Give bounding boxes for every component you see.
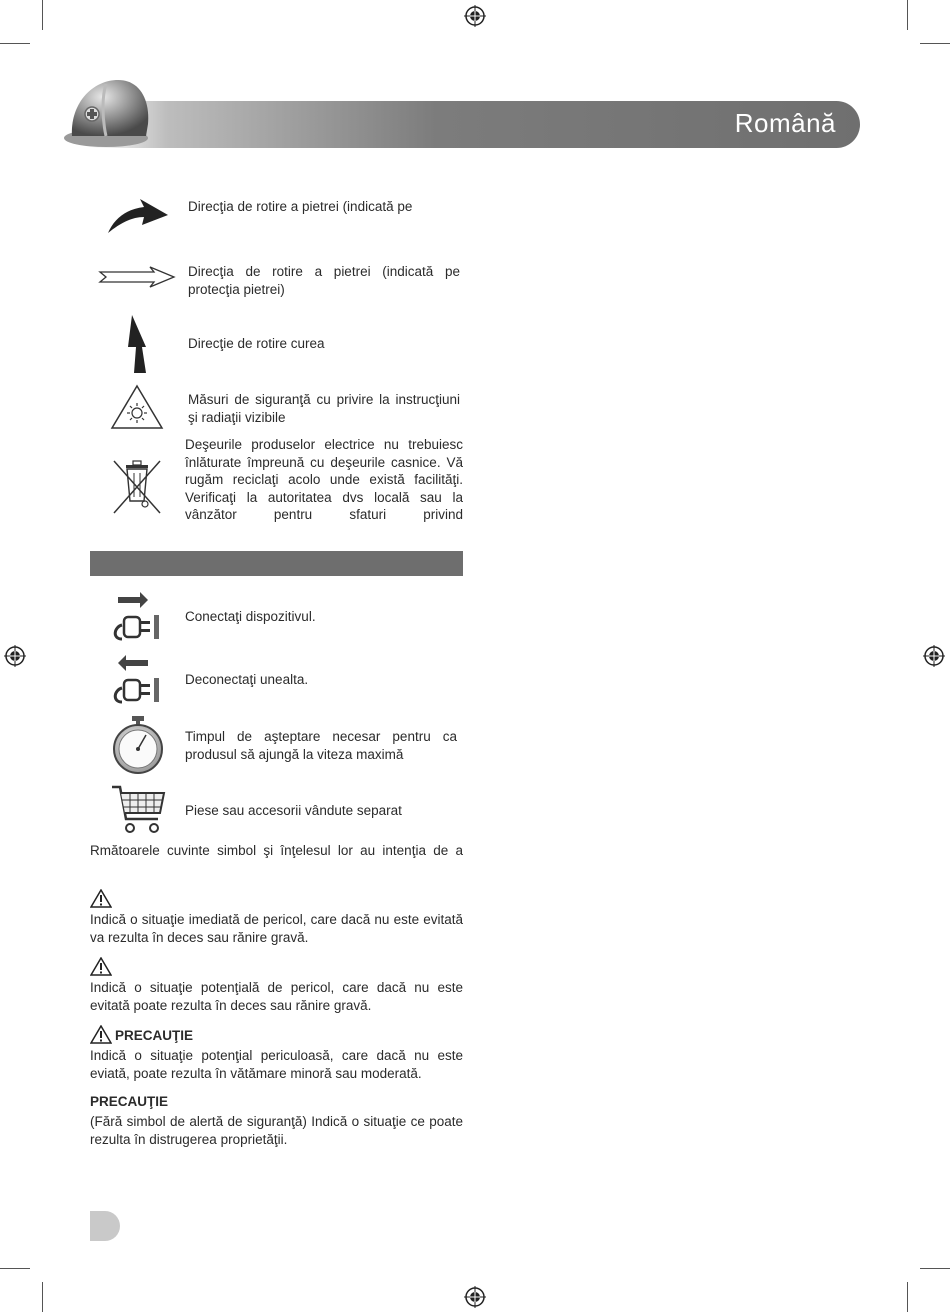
registration-mark-icon: [923, 645, 945, 667]
language-title: Română: [734, 108, 836, 138]
tool-symbol-description: Timpul de aşteptare necesar pentru ca produsul să ajungă la viteza maximă: [185, 729, 457, 762]
warning-triangle-icon: [90, 889, 112, 908]
warning-text: Indică o situaţie potenţială de pericol, care dacă nu este evitată poate rezulta în deces sau rănire gravă.: [90, 980, 463, 1013]
symbol-description: Direcţia de rotire a pietrei (indicată pe protecţia pietrei): [188, 264, 460, 297]
crop-mark: [42, 1282, 43, 1312]
radiation-warning-icon: [110, 384, 164, 430]
registration-mark-icon: [464, 5, 486, 27]
warning-triangle-icon: [90, 1025, 112, 1044]
section-bar: [90, 551, 463, 576]
outline-arrow-icon: [98, 266, 176, 288]
registration-mark-icon: [4, 645, 26, 667]
crop-mark: [907, 1282, 908, 1312]
warning-text: Indică o situaţie imediată de pericol, care dacă nu este evitată va rezulta în deces sau rănire gravă.: [90, 912, 463, 945]
tool-symbol-description: Conectaţi dispozitivul.: [185, 609, 316, 624]
curved-arrow-icon: [104, 195, 170, 235]
warning-text: (Fără simbol de alertă de siguranţă) Indică o situaţie ce poate rezulta în distrugerea proprietăţii.: [90, 1114, 463, 1147]
caution-label: PRECAUŢIE: [90, 1094, 169, 1109]
plug-in-icon: [110, 591, 164, 643]
upward-arrow-icon: [124, 313, 150, 375]
warning-triangle-icon: [90, 957, 112, 976]
safety-helmet-icon: [62, 74, 154, 150]
crop-mark: [920, 1268, 950, 1269]
tool-symbol-description: Deconectaţi unealta.: [185, 672, 309, 687]
registration-mark-icon: [464, 1286, 486, 1308]
symbol-description: Direcţie de rotire curea: [188, 336, 325, 351]
symbol-description: Direcţia de rotire a pietrei (indicată pe: [188, 199, 413, 214]
unplug-icon: [110, 654, 164, 706]
tool-symbol-description: Piese sau accesorii vândute separat: [185, 803, 402, 818]
page-tab: [90, 1211, 120, 1241]
shopping-cart-icon: [110, 783, 166, 837]
signal-words-intro: Rmătoarele cuvinte simbol şi înţelesul lor au intenţia de a: [90, 843, 463, 858]
caution-label: PRECAUŢIE: [115, 1028, 194, 1043]
symbol-description: Măsuri de siguranţă cu privire la instrucţiuni şi radiaţii vizibile: [188, 392, 460, 425]
stopwatch-icon: [110, 715, 166, 775]
crop-mark: [0, 43, 30, 44]
crop-mark: [907, 0, 908, 30]
header-banner: [90, 101, 860, 148]
crop-mark: [920, 43, 950, 44]
warning-text: Indică o situaţie potenţial periculoasă, care dacă nu este eviată, poate rezulta în vătămare minoră sau moderată.: [90, 1048, 463, 1081]
symbol-description: Deşeurile produselor electrice nu trebuiesc înlăturate împreună cu deşeurile casnice. Vă rugăm reciclaţi acolo unde există facilităţi. Verificaţi la autoritatea dvs locală sau la vânzător pentru sfaturi privind: [185, 437, 463, 522]
crop-mark: [0, 1268, 30, 1269]
crop-mark: [42, 0, 43, 30]
crossed-bin-icon: [110, 457, 166, 517]
